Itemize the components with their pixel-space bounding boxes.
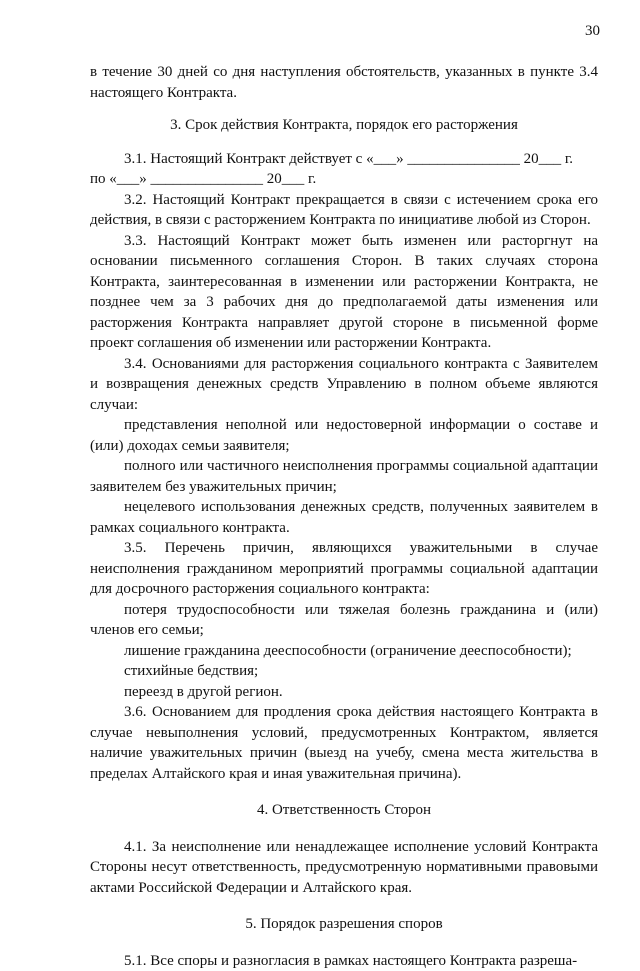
paragraph-3-6: 3.6. Основанием для продления срока действия настоящего Контракта в случае невыполнения условий, предусмотренных Контрактом, является наличие уважительных причин (выезд на учебу, смена места жительства в пределах Алтайского края и иная уважительная причина). [90, 702, 598, 784]
paragraph-3-4: 3.4. Основаниями для расторжения социального контракта с Заявителем и возвращения денежных средств Управлению в полном объеме являются случаи: [90, 354, 598, 416]
paragraph-5-1: 5.1. Все споры и разногласия в рамках настоящего Контракта разреша- [90, 951, 598, 971]
paragraph-3-5-item-d: переезд в другой регион. [90, 682, 598, 703]
paragraph-3-1-line2: по «___» _______________ 20___ г. [90, 169, 598, 190]
document-body [90, 62, 598, 971]
paragraph-3-3: 3.3. Настоящий Контракт может быть изменен или расторгнут на основании письменного соглашения Сторон. В таких случаях сторона Контракта, заинтересованная в изменении или расторжении Контракта, не позднее чем за 3 рабочих дня до предполагаемой даты изменения или расторжения Контракта направляет другой стороне в письменной форме проект соглашения об изменении или расторжении Контракта. [90, 231, 598, 354]
paragraph-3-5-item-b: лишение гражданина дееспособности (ограничение дееспособности); [90, 641, 598, 662]
paragraph-3-4-item-a: представления неполной или недостоверной информации о составе и (или) доходах семьи заявителя; [90, 415, 598, 456]
paragraph-3-2: 3.2. Настоящий Контракт прекращается в связи с истечением срока его действия, в связи с расторжением Контракта по инициативе любой из Сторон. [90, 190, 598, 231]
section-heading-4: 4. Ответственность Сторон [90, 800, 598, 821]
section-heading-5: 5. Порядок разрешения споров [90, 914, 598, 935]
paragraph-3-1-line1: 3.1. Настоящий Контракт действует с «___» _______________ 20___ г. [90, 149, 598, 170]
paragraph-3-5-item-a: потеря трудоспособности или тяжелая болезнь гражданина и (или) членов его семьи; [90, 600, 598, 641]
paragraph-3-4-item-b: полного или частичного неисполнения программы социальной адаптации заявителем без уважительных причин; [90, 456, 598, 497]
page-number: 30 [585, 21, 600, 42]
paragraph-4-1: 4.1. За неисполнение или ненадлежащее исполнение условий Контракта Стороны несут ответственность, предусмотренную нормативными правовыми актами Российской Федерации и Алтайского края. [90, 837, 598, 899]
paragraph-3-4-item-c: нецелевого использования денежных средств, полученных заявителем в рамках социального контракта. [90, 497, 598, 538]
section-heading-3: 3. Срок действия Контракта, порядок его расторжения [90, 115, 598, 136]
paragraph-continuation: в течение 30 дней со дня наступления обстоятельств, указанных в пункте 3.4 настоящего Контракта. [90, 62, 598, 103]
paragraph-3-5-item-c: стихийные бедствия; [90, 661, 598, 682]
paragraph-3-5: 3.5. Перечень причин, являющихся уважительными в случае неисполнения гражданином мероприятий программы социальной адаптации для досрочного расторжения социального контракта: [90, 538, 598, 600]
